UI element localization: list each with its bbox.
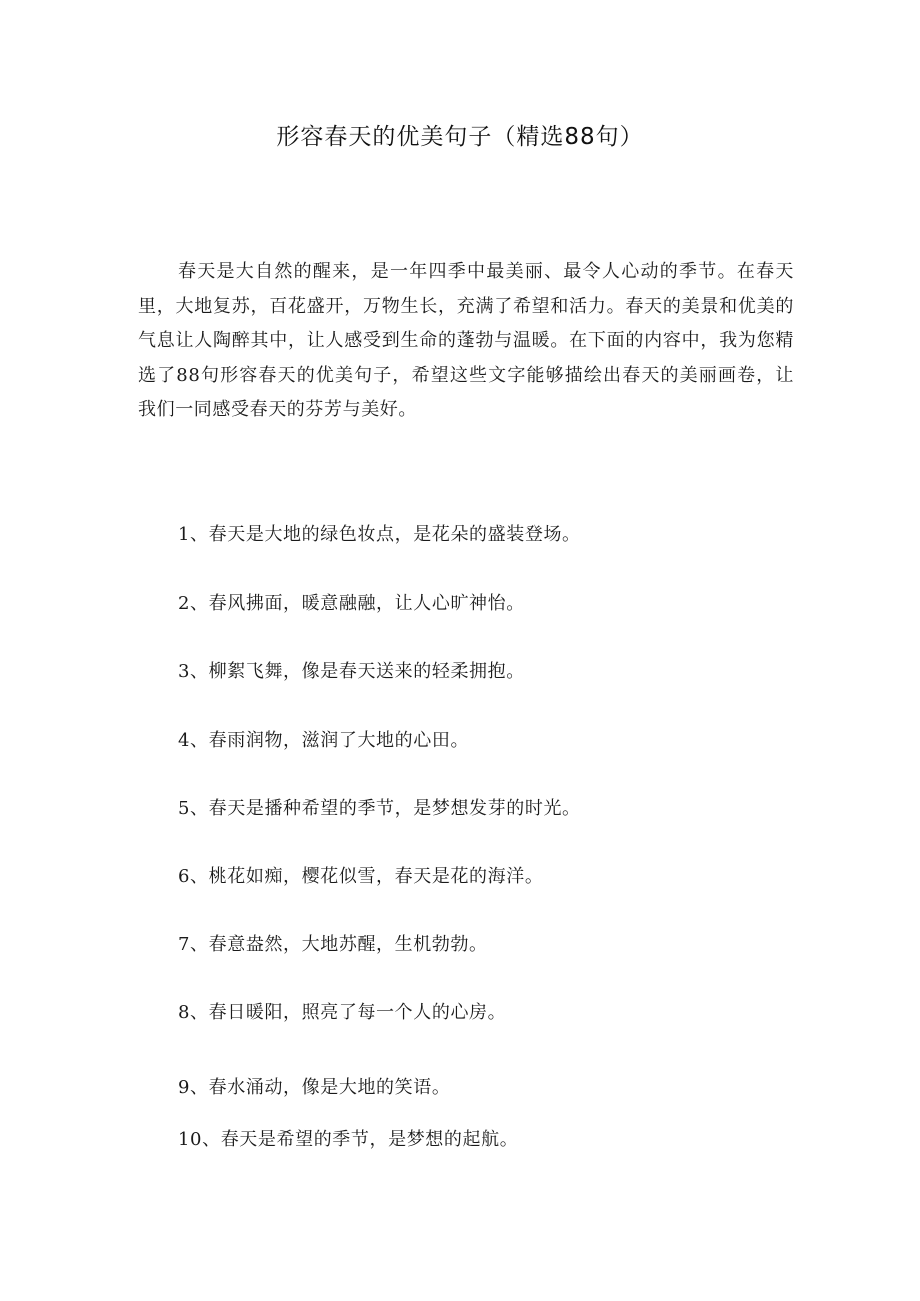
list-item: 7、春意盎然，大地苏醒，生机勃勃。 <box>178 934 488 955</box>
list-item: 1、春天是大地的绿色妆点，是花朵的盛装登场。 <box>178 524 581 545</box>
list-item: 3、柳絮飞舞，像是春天送来的轻柔拥抱。 <box>178 661 525 682</box>
list-item: 9、春水涌动，像是大地的笑语。 <box>178 1077 451 1098</box>
list-item: 10、春天是希望的季节，是梦想的起航。 <box>178 1129 519 1150</box>
list-item: 5、春天是播种希望的季节，是梦想发芽的时光。 <box>178 798 581 819</box>
list-item: 4、春雨润物，滋润了大地的心田。 <box>178 730 470 751</box>
list-item: 2、春风拂面，暖意融融，让人心旷神怡。 <box>178 593 525 614</box>
list-item: 8、春日暖阳，照亮了每一个人的心房。 <box>178 1002 507 1023</box>
intro-paragraph: 春天是大自然的醒来，是一年四季中最美丽、最令人心动的季节。在春天里，大地复苏，百花盛开，万物生长，充满了希望和活力。春天的美景和优美的气息让人陶醉其中，让人感受到生命的蓬勃与温暖。在下面的内容中，我为您精选了88句形容春天的优美句子，希望这些文字能够描绘出春天的美丽画卷，让我们一同感受春天的芬芳与美好。 <box>138 261 794 420</box>
document-title: 形容春天的优美句子（精选88句） <box>276 124 644 150</box>
list-item: 6、桃花如痴，樱花似雪，春天是花的海洋。 <box>178 866 544 887</box>
